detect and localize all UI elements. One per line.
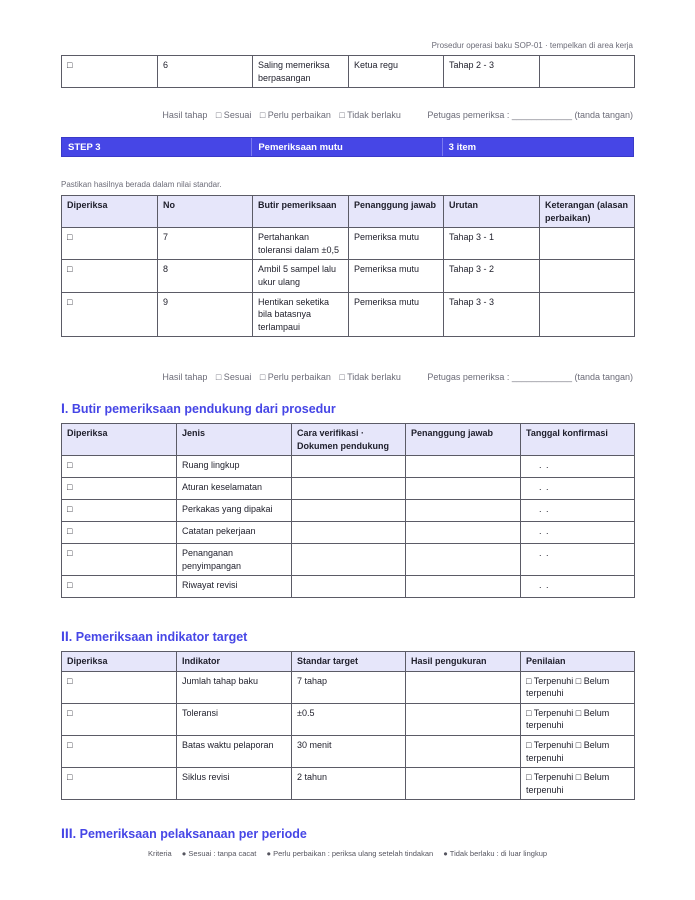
result-option-ok[interactable]: □ Sesuai bbox=[215, 110, 252, 120]
item-note[interactable] bbox=[540, 292, 635, 337]
checkbox-cell[interactable]: □ bbox=[62, 735, 177, 767]
table-header-row bbox=[62, 424, 635, 456]
confirm-date[interactable]: . . bbox=[521, 500, 635, 522]
confirm-date[interactable]: . . bbox=[521, 576, 635, 598]
verification-cell[interactable] bbox=[292, 456, 406, 478]
item-order: Tahap 3 - 3 bbox=[444, 292, 540, 337]
criteria-fix: ● Perlu perbaikan : periksa ulang setelah tindakan bbox=[266, 849, 434, 858]
step-label: STEP 3 bbox=[62, 138, 252, 156]
pic-cell[interactable] bbox=[406, 522, 521, 544]
section-2-title bbox=[61, 628, 247, 644]
measurement-cell[interactable] bbox=[406, 768, 521, 800]
col-header: Cara verifikasi · Dokumen pendukung bbox=[292, 424, 406, 456]
step3-table bbox=[61, 195, 635, 337]
target-indicator-table bbox=[61, 651, 635, 800]
section-number: III bbox=[61, 825, 73, 841]
table-row bbox=[62, 735, 635, 767]
col-header: Urutan bbox=[444, 196, 540, 228]
target-standard: 2 tahun bbox=[292, 768, 406, 800]
inspector-signature[interactable]: Petugas pemeriksa : ____________ (tanda tangan) bbox=[427, 110, 633, 120]
criteria-na: ● Tidak berlaku : di luar lingkup bbox=[443, 849, 548, 858]
table-row bbox=[62, 260, 635, 292]
confirm-date[interactable]: . . bbox=[521, 456, 635, 478]
support-type: Catatan pekerjaan bbox=[177, 522, 292, 544]
result-option-na[interactable]: □ Tidak berlaku bbox=[339, 110, 401, 120]
checkbox-cell[interactable]: □ bbox=[62, 500, 177, 522]
checkbox-cell[interactable]: □ bbox=[62, 260, 158, 292]
checkbox-cell[interactable]: □ bbox=[62, 703, 177, 735]
item-number: 6 bbox=[158, 56, 253, 88]
target-standard: ±0.5 bbox=[292, 703, 406, 735]
measurement-cell[interactable] bbox=[406, 671, 521, 703]
result-option-fix[interactable]: □ Perlu perbaikan bbox=[259, 110, 331, 120]
item-pic: Pemeriksa mutu bbox=[349, 292, 444, 337]
indicator-name: Jumlah tahap baku bbox=[177, 671, 292, 703]
checkbox-cell[interactable]: □ bbox=[62, 456, 177, 478]
pic-cell[interactable] bbox=[406, 456, 521, 478]
verification-cell[interactable] bbox=[292, 500, 406, 522]
item-text: Ambil 5 sampel lalu ukur ulang bbox=[253, 260, 349, 292]
evaluation-options[interactable]: □ Terpenuhi □ Belum terpenuhi bbox=[521, 703, 635, 735]
verification-cell[interactable] bbox=[292, 544, 406, 576]
step-result-line-1 bbox=[156, 110, 633, 120]
table-row bbox=[62, 576, 635, 598]
section-title-text: . Butir pemeriksaan pendukung dari prosedur bbox=[64, 402, 336, 416]
table-row bbox=[62, 456, 635, 478]
checkbox-cell[interactable]: □ bbox=[62, 228, 158, 260]
table-row bbox=[62, 768, 635, 800]
confirm-date[interactable]: . . bbox=[521, 478, 635, 500]
section-title-text: . Pemeriksaan pelaksanaan per periode bbox=[72, 827, 307, 841]
table-row bbox=[62, 228, 635, 260]
table-row bbox=[62, 500, 635, 522]
section-number: I bbox=[61, 400, 65, 416]
table-row bbox=[62, 478, 635, 500]
col-header: Standar target bbox=[292, 652, 406, 672]
checkbox-cell[interactable]: □ bbox=[62, 671, 177, 703]
step-result-line-2 bbox=[156, 372, 633, 382]
section-title-text: . Pemeriksaan indikator target bbox=[68, 630, 248, 644]
col-header: Diperiksa bbox=[62, 652, 177, 672]
checkbox-cell[interactable]: □ bbox=[62, 522, 177, 544]
measurement-cell[interactable] bbox=[406, 735, 521, 767]
checkbox-cell[interactable]: □ bbox=[62, 292, 158, 337]
verification-cell[interactable] bbox=[292, 522, 406, 544]
result-label: Hasil tahap bbox=[162, 110, 208, 120]
step3-header-bar bbox=[61, 137, 634, 157]
indicator-name: Siklus revisi bbox=[177, 768, 292, 800]
col-header: Penilaian bbox=[521, 652, 635, 672]
support-items-table bbox=[61, 423, 635, 598]
measurement-cell[interactable] bbox=[406, 703, 521, 735]
table-header-row bbox=[62, 196, 635, 228]
evaluation-options[interactable]: □ Terpenuhi □ Belum terpenuhi bbox=[521, 671, 635, 703]
result-option-na[interactable]: □ Tidak berlaku bbox=[339, 372, 401, 382]
col-header: Penanggung jawab bbox=[349, 196, 444, 228]
table-header-row bbox=[62, 652, 635, 672]
item-text: Pertahankan toleransi dalam ±0,5 bbox=[253, 228, 349, 260]
criteria-label: Kriteria bbox=[147, 849, 172, 858]
indicator-name: Batas waktu pelaporan bbox=[177, 735, 292, 767]
support-type: Perkakas yang dipakai bbox=[177, 500, 292, 522]
item-text: Saling memeriksa berpasangan bbox=[253, 56, 349, 88]
result-option-fix[interactable]: □ Perlu perbaikan bbox=[259, 372, 331, 382]
col-header: Jenis bbox=[177, 424, 292, 456]
col-header: Penanggung jawab bbox=[406, 424, 521, 456]
step2-continuation-table bbox=[61, 55, 635, 88]
checkbox-cell[interactable]: □ bbox=[62, 56, 158, 88]
criteria-ok: ● Sesuai : tanpa cacat bbox=[181, 849, 257, 858]
table-row bbox=[62, 671, 635, 703]
section-1-title bbox=[61, 400, 336, 416]
table-row bbox=[62, 292, 635, 337]
pic-cell[interactable] bbox=[406, 500, 521, 522]
col-header: Indikator bbox=[177, 652, 292, 672]
criteria-legend bbox=[0, 849, 695, 858]
item-pic: Pemeriksa mutu bbox=[349, 260, 444, 292]
col-header: Diperiksa bbox=[62, 424, 177, 456]
evaluation-options[interactable]: □ Terpenuhi □ Belum terpenuhi bbox=[521, 735, 635, 767]
item-order: Tahap 3 - 1 bbox=[444, 228, 540, 260]
verification-cell[interactable] bbox=[292, 478, 406, 500]
inspector-signature[interactable]: Petugas pemeriksa : ____________ (tanda tangan) bbox=[427, 372, 633, 382]
support-type: Aturan keselamatan bbox=[177, 478, 292, 500]
result-option-ok[interactable]: □ Sesuai bbox=[215, 372, 252, 382]
item-pic: Ketua regu bbox=[349, 56, 444, 88]
item-note[interactable] bbox=[540, 228, 635, 260]
indicator-name: Toleransi bbox=[177, 703, 292, 735]
step-count: 3 item bbox=[448, 142, 477, 153]
col-header: Diperiksa bbox=[62, 196, 158, 228]
table-row bbox=[62, 56, 635, 88]
checkbox-cell[interactable]: □ bbox=[62, 544, 177, 576]
running-head: Prosedur operasi baku SOP-01 · tempelkan di area kerja bbox=[431, 41, 633, 50]
step3-note: Pastikan hasilnya berada dalam nilai standar. bbox=[61, 180, 222, 189]
step-title: Pemeriksaan mutu bbox=[252, 138, 442, 156]
checkbox-cell[interactable]: □ bbox=[62, 576, 177, 598]
table-row bbox=[62, 522, 635, 544]
item-number: 7 bbox=[158, 228, 253, 260]
item-note[interactable] bbox=[540, 56, 635, 88]
support-type: Ruang lingkup bbox=[177, 456, 292, 478]
col-header: No bbox=[158, 196, 253, 228]
verification-cell[interactable] bbox=[292, 576, 406, 598]
item-pic: Pemeriksa mutu bbox=[349, 228, 444, 260]
checkbox-cell[interactable]: □ bbox=[62, 478, 177, 500]
item-order: Tahap 3 - 2 bbox=[444, 260, 540, 292]
target-standard: 30 menit bbox=[292, 735, 406, 767]
support-type: Riwayat revisi bbox=[177, 576, 292, 598]
result-label: Hasil tahap bbox=[162, 372, 208, 382]
item-number: 9 bbox=[158, 292, 253, 337]
col-header: Hasil pengukuran bbox=[406, 652, 521, 672]
checkbox-cell[interactable]: □ bbox=[62, 768, 177, 800]
col-header: Keterangan (alasan perbaikan) bbox=[540, 196, 635, 228]
section-number: II bbox=[61, 628, 69, 644]
table-row bbox=[62, 703, 635, 735]
item-number: 8 bbox=[158, 260, 253, 292]
col-header: Butir pemeriksaan bbox=[253, 196, 349, 228]
section-3-title bbox=[61, 825, 307, 841]
confirm-date[interactable]: . . bbox=[521, 522, 635, 544]
col-header: Tanggal konfirmasi bbox=[521, 424, 635, 456]
confirm-date[interactable]: . . bbox=[521, 544, 635, 576]
target-standard: 7 tahap bbox=[292, 671, 406, 703]
table-row bbox=[62, 544, 635, 576]
pic-cell[interactable] bbox=[406, 478, 521, 500]
item-order: Tahap 2 - 3 bbox=[444, 56, 540, 88]
item-note[interactable] bbox=[540, 260, 635, 292]
support-type: Penanganan penyimpangan bbox=[177, 544, 292, 576]
evaluation-options[interactable]: □ Terpenuhi □ Belum terpenuhi bbox=[521, 768, 635, 800]
pic-cell[interactable] bbox=[406, 576, 521, 598]
item-text: Hentikan seketika bila batasnya terlampaui bbox=[253, 292, 349, 337]
pic-cell[interactable] bbox=[406, 544, 521, 576]
